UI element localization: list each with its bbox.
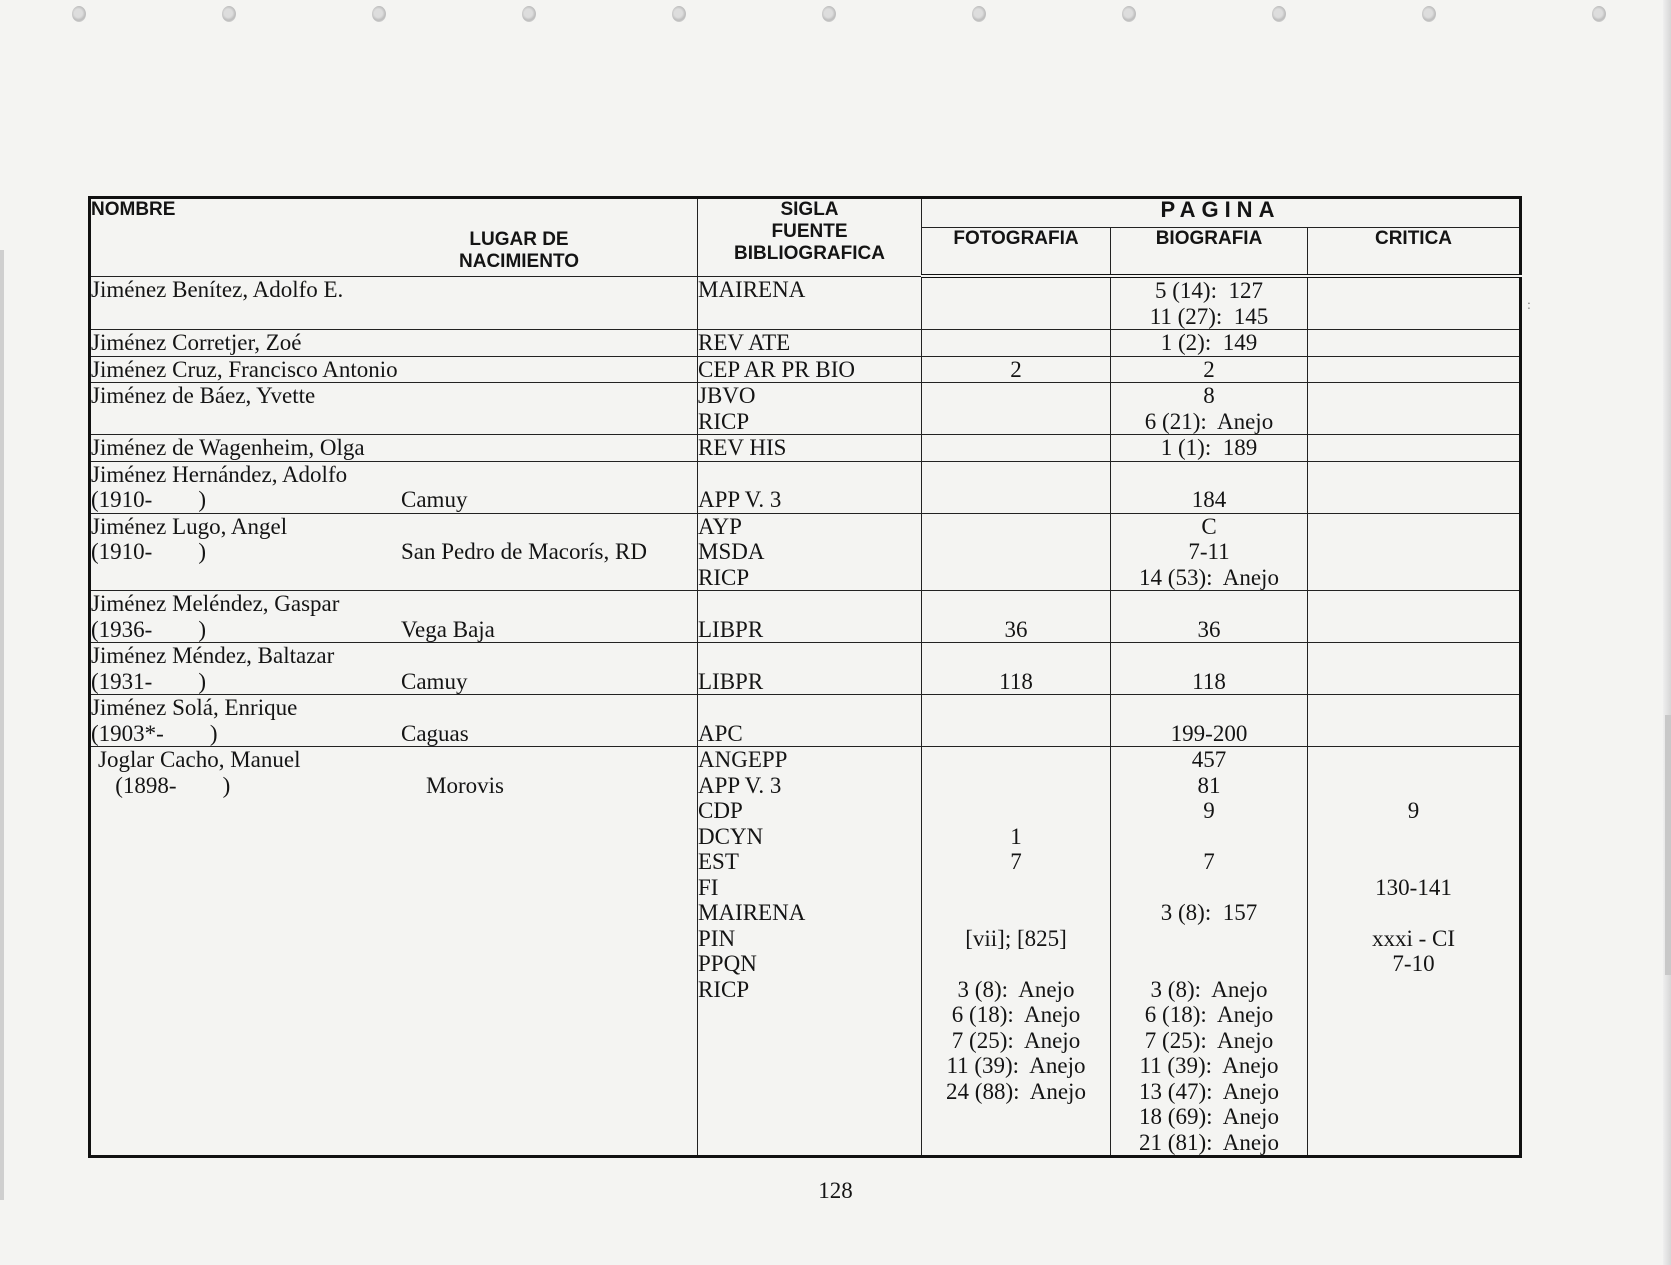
- nombre-text: Jiménez de Wagenheim, Olga: [91, 435, 365, 460]
- table-row: [90, 747, 1521, 1157]
- binder-hole-icon: [1592, 6, 1606, 22]
- sigla-line: MAIRENA: [698, 276, 806, 302]
- biografia-line: [1111, 695, 1307, 721]
- sigla-cell: [698, 643, 922, 695]
- nombre-line: [91, 277, 697, 303]
- table-row: [90, 643, 1521, 695]
- biografia-cell: [1111, 435, 1308, 462]
- biografia-line: 2: [1203, 356, 1215, 382]
- sigla-cell: [698, 435, 922, 462]
- sigla-line: [698, 1130, 921, 1156]
- lugar-nacimiento: Vega Baja: [401, 616, 495, 642]
- sigla-cell: [698, 591, 922, 643]
- fotografia-line: [922, 409, 1110, 435]
- header-sigla-line1: SIGLA: [780, 199, 839, 220]
- critica-line: [1308, 900, 1519, 926]
- sigla-line: MSDA: [698, 539, 765, 564]
- fotografia-cell: [922, 383, 1111, 435]
- biografia-line: 457: [1191, 747, 1227, 772]
- biografia-line: 1 (1): 189: [1160, 435, 1258, 460]
- biografia-line: 6 (21): Anejo: [1144, 408, 1274, 434]
- sigla-line: MAIRENA: [698, 900, 806, 925]
- sigla-line: PIN: [698, 925, 736, 951]
- nombre-text: Jiménez Corretjer, Zoé: [91, 330, 302, 355]
- fotografia-line: [922, 747, 1110, 773]
- nombre-line: [91, 462, 697, 488]
- critica-line: [1308, 591, 1519, 617]
- biografia-line: 118: [1192, 668, 1226, 694]
- scan-left-edge: [0, 250, 4, 1200]
- critica-line: [1308, 1028, 1519, 1054]
- fotografia-line: [922, 875, 1110, 901]
- nombre-cell: [90, 330, 698, 357]
- sigla-line: CEP AR PR BIO: [698, 356, 856, 382]
- critica-cell: [1308, 330, 1521, 357]
- critica-line: 9: [1407, 798, 1420, 823]
- sigla-line: [698, 1028, 921, 1054]
- nombre-line: [91, 487, 697, 513]
- bibliography-table: [88, 196, 1522, 1158]
- nombre-cell: [90, 383, 698, 435]
- binder-hole-icon: [522, 6, 536, 22]
- sigla-line: [698, 462, 921, 488]
- fotografia-line: 7 (25): Anejo: [951, 1027, 1081, 1053]
- critica-line: [1308, 1104, 1519, 1130]
- biografia-cell: [1111, 276, 1308, 330]
- fotografia-line: [922, 514, 1110, 540]
- fotografia-line: [922, 643, 1110, 669]
- nombre-line: [91, 409, 697, 435]
- biografia-line: 3 (8): 157: [1160, 900, 1258, 925]
- critica-line: 7-10: [1392, 951, 1435, 976]
- biografia-cell: [1111, 747, 1308, 1157]
- critica-cell: [1308, 461, 1521, 513]
- biografia-line: 21 (81): Anejo: [1139, 1129, 1279, 1155]
- table-row: [90, 356, 1521, 383]
- fotografia-line: [922, 435, 1110, 461]
- fotografia-line: 36: [1004, 616, 1028, 642]
- nombre-cell: [90, 643, 698, 695]
- biografia-line: [1111, 824, 1307, 850]
- sigla-cell: [698, 695, 922, 747]
- fotografia-line: [922, 304, 1110, 330]
- biografia-line: [1111, 875, 1307, 901]
- sigla-line: LIBPR: [698, 616, 764, 642]
- sigla-line: PPQN: [698, 951, 757, 976]
- binder-hole-icon: [372, 6, 386, 22]
- biografia-cell: [1111, 643, 1308, 695]
- nombre-text: Joglar Cacho, Manuel: [98, 747, 301, 772]
- biografia-line: 11 (27): 145: [1149, 303, 1269, 329]
- nombre-text: (1898- ): [98, 772, 231, 798]
- biografia-line: 8: [1203, 383, 1215, 408]
- nombre-line: [91, 383, 697, 409]
- fotografia-line: [922, 1104, 1110, 1130]
- header-nombre: NOMBRE: [91, 199, 176, 220]
- sigla-line: [698, 1104, 921, 1130]
- biografia-line: 1 (2): 149: [1160, 330, 1258, 355]
- biografia-line: 7 (25): Anejo: [1144, 1027, 1274, 1053]
- table-header: [90, 198, 1521, 277]
- nombre-line: [91, 643, 697, 669]
- biografia-line: C: [1201, 513, 1217, 539]
- fotografia-line: 6 (18): Anejo: [951, 1002, 1081, 1027]
- sigla-cell: [698, 330, 922, 357]
- sigla-line: [698, 643, 921, 669]
- critica-line: [1308, 278, 1519, 304]
- sigla-cell: [698, 383, 922, 435]
- critica-line: [1308, 721, 1519, 747]
- nombre-line: [91, 669, 697, 695]
- nombre-text: Jiménez de Báez, Yvette: [91, 383, 316, 408]
- header-lugar-line1: LUGAR DE: [469, 228, 569, 250]
- nombre-cell: [90, 461, 698, 513]
- fotografia-line: [922, 900, 1110, 926]
- sigla-line: JBVO: [698, 383, 756, 408]
- binder-hole-icon: [972, 6, 986, 22]
- sigla-line: EST: [698, 849, 739, 874]
- header-lugar: [459, 229, 579, 273]
- fotografia-line: [922, 462, 1110, 488]
- fotografia-line: [922, 951, 1110, 977]
- sigla-cell: [698, 276, 922, 330]
- critica-line: [1308, 977, 1519, 1003]
- biografia-line: 3 (8): Anejo: [1150, 976, 1268, 1002]
- table-row: [90, 695, 1521, 747]
- lugar-nacimiento: Camuy: [401, 668, 468, 694]
- fotografia-line: [922, 330, 1110, 356]
- header-lugar-line2: NACIMIENTO: [459, 250, 579, 272]
- nombre-line: [91, 565, 697, 591]
- critica-cell: [1308, 513, 1521, 591]
- sigla-line: [698, 1079, 921, 1105]
- biografia-line: 18 (69): Anejo: [1139, 1104, 1279, 1129]
- nombre-text: Jiménez Méndez, Baltazar: [91, 643, 335, 668]
- fotografia-line: 3 (8): Anejo: [957, 976, 1075, 1002]
- sigla-line: RICP: [698, 976, 750, 1002]
- nombre-cell: [90, 747, 698, 1157]
- biografia-cell: [1111, 330, 1308, 357]
- sigla-cell: [698, 747, 922, 1157]
- critica-line: xxxi - CI: [1371, 925, 1456, 951]
- sigla-line: REV HIS: [698, 435, 787, 460]
- critica-line: [1308, 462, 1519, 488]
- binder-hole-icon: [1272, 6, 1286, 22]
- lugar-nacimiento: San Pedro de Macorís, RD: [401, 539, 647, 564]
- critica-line: [1308, 617, 1519, 643]
- fotografia-line: 118: [999, 668, 1033, 694]
- fotografia-cell: [922, 461, 1111, 513]
- fotografia-line: [922, 487, 1110, 513]
- critica-cell: [1308, 276, 1521, 330]
- biografia-cell: [1111, 356, 1308, 383]
- header-sigla-line2: FUENTE: [771, 221, 848, 242]
- critica-line: [1308, 747, 1519, 773]
- biografia-line: 81: [1197, 772, 1221, 798]
- scan-right-edge: [1663, 0, 1671, 1265]
- nombre-cell: [90, 591, 698, 643]
- critica-cell: [1308, 591, 1521, 643]
- fotografia-line: [922, 721, 1110, 747]
- critica-line: [1308, 304, 1519, 330]
- nombre-text: Jiménez Lugo, Angel: [91, 513, 288, 539]
- nombre-line: [91, 591, 697, 617]
- biografia-cell: [1111, 461, 1308, 513]
- sigla-line: CDP: [698, 798, 743, 823]
- critica-line: [1308, 1002, 1519, 1028]
- sigla-cell: [698, 513, 922, 591]
- critica-line: [1308, 435, 1519, 461]
- table-row: [90, 513, 1521, 591]
- fotografia-line: 7: [1010, 849, 1022, 874]
- fotografia-cell: [922, 356, 1111, 383]
- nombre-text: (1903*- ): [91, 720, 218, 746]
- fotografia-cell: [922, 591, 1111, 643]
- sigla-cell: [698, 356, 922, 383]
- fotografia-line: [922, 565, 1110, 591]
- critica-line: [1308, 824, 1519, 850]
- critica-cell: [1308, 356, 1521, 383]
- sigla-line: DCYN: [698, 823, 764, 849]
- nombre-text: Jiménez Meléndez, Gaspar: [91, 591, 340, 616]
- fotografia-line: [922, 539, 1110, 565]
- sigla-line: FI: [698, 874, 719, 900]
- table-body: [90, 276, 1521, 1157]
- nombre-line: [91, 514, 697, 540]
- critica-line: [1308, 487, 1519, 513]
- fotografia-cell: [922, 747, 1111, 1157]
- header-nombre-lugar: [90, 198, 698, 277]
- nombre-cell: [90, 435, 698, 462]
- nombre-text: (1910- ): [91, 487, 206, 512]
- header-sigla: [698, 198, 922, 277]
- critica-line: [1308, 514, 1519, 540]
- sigla-line: [698, 302, 921, 328]
- lugar-nacimiento: Camuy: [401, 487, 468, 512]
- biografia-line: 5 (14): 127: [1155, 278, 1263, 303]
- nombre-cell: [90, 276, 698, 330]
- critica-line: [1308, 849, 1519, 875]
- nombre-text: (1936- ): [91, 616, 206, 642]
- critica-line: [1308, 357, 1519, 383]
- biografia-line: [1111, 951, 1307, 977]
- critica-line: [1308, 643, 1519, 669]
- critica-line: [1308, 1053, 1519, 1079]
- critica-line: [1308, 409, 1519, 435]
- critica-cell: [1308, 383, 1521, 435]
- fotografia-line: [922, 695, 1110, 721]
- fotografia-cell: [922, 643, 1111, 695]
- lugar-nacimiento: Morovis: [426, 772, 504, 798]
- table-row: [90, 330, 1521, 357]
- biografia-line: 9: [1203, 798, 1215, 823]
- fotografia-line: [922, 278, 1110, 304]
- fotografia-line: 2: [1010, 356, 1022, 382]
- nombre-text: (1931- ): [91, 668, 206, 694]
- table-row: [90, 276, 1521, 330]
- sigla-line: APP V. 3: [698, 487, 782, 512]
- biografia-line: 36: [1197, 616, 1221, 642]
- fotografia-line: [922, 798, 1110, 824]
- sigla-line: [698, 1053, 921, 1079]
- page-number: 128: [818, 1178, 853, 1203]
- biografia-line: 6 (18): Anejo: [1144, 1002, 1274, 1027]
- biografia-cell: [1111, 695, 1308, 747]
- biografia-line: 14 (53): Anejo: [1139, 564, 1279, 590]
- critica-line: [1308, 539, 1519, 565]
- fotografia-cell: [922, 435, 1111, 462]
- nombre-cell: [90, 356, 698, 383]
- nombre-line: [91, 435, 697, 461]
- header-critica: CRITICA: [1308, 228, 1521, 277]
- header-fotografia: FOTOGRAFIA: [922, 228, 1111, 277]
- sigla-cell: [698, 461, 922, 513]
- nombre-line: [91, 721, 697, 747]
- critica-line: [1308, 669, 1519, 695]
- binder-hole-icon: [1122, 6, 1136, 22]
- fotografia-line: 11 (39): Anejo: [946, 1053, 1086, 1078]
- biografia-line: [1111, 926, 1307, 952]
- fotografia-line: [922, 773, 1110, 799]
- nombre-cell: [90, 695, 698, 747]
- table-row: [90, 435, 1521, 462]
- nombre-line: [91, 302, 697, 328]
- binder-hole-icon: [222, 6, 236, 22]
- table-row: [90, 591, 1521, 643]
- sigla-line: REV ATE: [698, 330, 791, 355]
- nombre-cell: [90, 513, 698, 591]
- critica-line: 130-141: [1375, 874, 1452, 900]
- biografia-line: 11 (39): Anejo: [1139, 1053, 1279, 1078]
- header-pagina: PAGINA: [922, 198, 1521, 228]
- biografia-line: 13 (47): Anejo: [1139, 1078, 1279, 1104]
- nombre-line: [91, 357, 697, 383]
- critica-cell: [1308, 747, 1521, 1157]
- fotografia-cell: [922, 513, 1111, 591]
- sigla-line: RICP: [698, 408, 750, 434]
- sigla-line: AYP: [698, 513, 742, 539]
- nombre-line: [91, 330, 697, 356]
- sigla-line: APP V. 3: [698, 772, 782, 798]
- nombre-text: Jiménez Benítez, Adolfo E.: [91, 276, 344, 302]
- sigla-line: ANGEPP: [698, 747, 788, 772]
- binder-hole-icon: [822, 6, 836, 22]
- fotografia-cell: [922, 330, 1111, 357]
- binder-hole-icon: [72, 6, 86, 22]
- fotografia-line: [922, 591, 1110, 617]
- fotografia-line: [vii]; [825]: [965, 925, 1067, 951]
- scan-margin-mark: [1665, 715, 1671, 975]
- lugar-nacimiento: Caguas: [401, 720, 469, 746]
- fotografia-cell: [922, 276, 1111, 330]
- nombre-line: [91, 617, 697, 643]
- fotografia-cell: [922, 695, 1111, 747]
- header-biografia: BIOGRAFIA: [1111, 228, 1308, 277]
- critica-cell: [1308, 643, 1521, 695]
- critica-line: [1308, 383, 1519, 409]
- biografia-cell: [1111, 383, 1308, 435]
- critica-line: [1308, 330, 1519, 356]
- critica-line: [1308, 565, 1519, 591]
- biografia-line: 199-200: [1170, 720, 1248, 746]
- critica-cell: [1308, 695, 1521, 747]
- critica-cell: [1308, 435, 1521, 462]
- fotografia-line: [922, 1130, 1110, 1156]
- biografia-line: [1111, 591, 1307, 617]
- nombre-text: (1910- ): [91, 539, 206, 564]
- binder-holes: [0, 4, 1671, 28]
- biografia-line: [1111, 462, 1307, 488]
- header-sigla-line3: BIBLIOGRAFICA: [734, 243, 885, 264]
- nombre-text: Jiménez Solá, Enrique: [91, 695, 298, 720]
- nombre-line: [98, 773, 697, 799]
- nombre-text: Jiménez Hernández, Adolfo: [91, 461, 348, 487]
- scan-speck: :: [1527, 298, 1531, 313]
- fotografia-line: 24 (88): Anejo: [946, 1078, 1086, 1104]
- fotografia-line: 1: [1010, 823, 1022, 849]
- sigla-line: APC: [698, 720, 743, 746]
- nombre-text: Jiménez Cruz, Francisco Antonio: [91, 356, 398, 382]
- biografia-line: [1111, 643, 1307, 669]
- sigla-line: [698, 695, 921, 721]
- biografia-line: 7-11: [1188, 539, 1230, 564]
- table-row: [90, 461, 1521, 513]
- critica-line: [1308, 1079, 1519, 1105]
- binder-hole-icon: [1422, 6, 1436, 22]
- binder-hole-icon: [672, 6, 686, 22]
- sigla-line: LIBPR: [698, 668, 764, 694]
- sigla-line: RICP: [698, 564, 750, 590]
- biografia-cell: [1111, 591, 1308, 643]
- nombre-line: [91, 539, 697, 565]
- biografia-cell: [1111, 513, 1308, 591]
- nombre-line: [91, 695, 697, 721]
- critica-line: [1308, 1130, 1519, 1156]
- nombre-line: [98, 747, 697, 773]
- biografia-line: 184: [1191, 487, 1227, 512]
- table-row: [90, 383, 1521, 435]
- biografia-line: 7: [1203, 849, 1215, 874]
- fotografia-line: [922, 383, 1110, 409]
- sigla-line: [698, 1002, 921, 1028]
- critica-line: [1308, 773, 1519, 799]
- sigla-line: [698, 591, 921, 617]
- critica-line: [1308, 695, 1519, 721]
